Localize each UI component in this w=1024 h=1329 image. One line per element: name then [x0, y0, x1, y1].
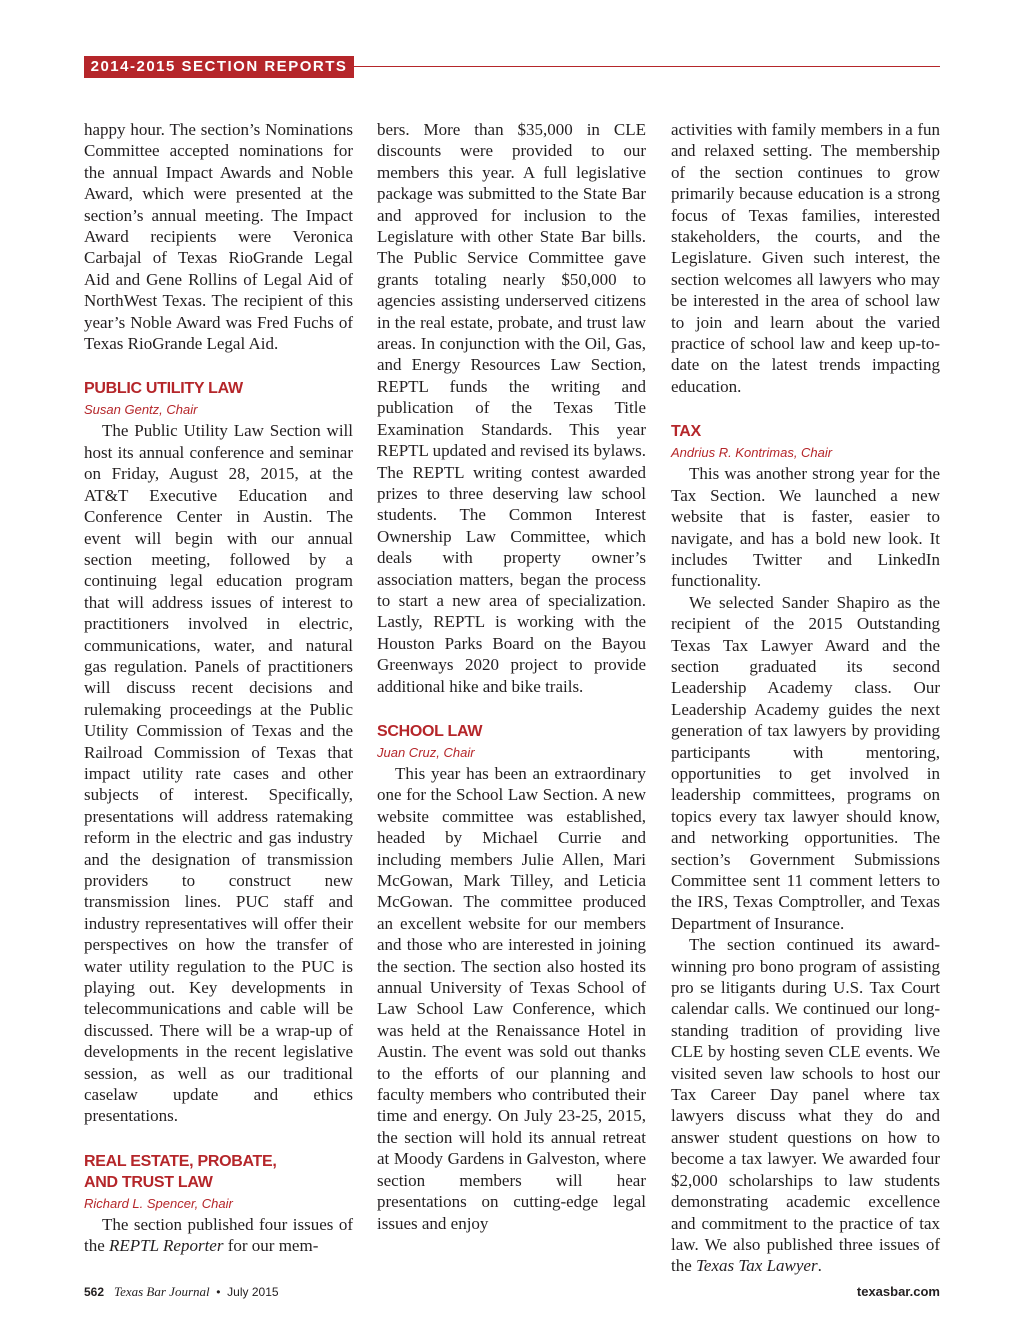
page-footer — [84, 1284, 940, 1302]
tax-paragraph-3 — [671, 934, 940, 1277]
column-3 — [671, 119, 940, 1277]
real-estate-body — [84, 1214, 353, 1257]
tax-paragraph-1: This was another strong year for the Tax Section. We launched a new website that is faster, easier to navigate, and has a bold new look. It includes Twitter and LinkedIn functionality. — [671, 464, 940, 591]
footer-left — [84, 1284, 279, 1300]
section-header-tab: 2014-2015 SECTION REPORTS — [84, 56, 354, 78]
journal-name: Texas Bar Journal — [114, 1284, 210, 1299]
page-number: 562 — [84, 1285, 105, 1299]
intro-paragraph: happy hour. The section’s Nominations Committee accepted nominations for the annual Impact Awards and Noble Award, which were presented at the section’s annual meeting. The Impact Award recipients were Veronica Carbajal of Texas RioGrande Legal Aid and Gene Rollins of Legal Aid of NorthWest Texas. The recipient of this year’s Noble Award was Fred Fuchs of Texas RioGrande Legal Aid. — [84, 120, 353, 354]
section-chair-tax: Andrius R. Kontrimas, Chair — [671, 445, 833, 461]
reptl-reporter-title: REPTL Reporter — [109, 1236, 224, 1256]
tax-paragraph-3-end: . — [817, 1256, 822, 1276]
tax-paragraph-3-text: The section continued its award-winning pro bono program of assisting pro se litigants during U.S. Tax Court calendar calls. We continued our long-standing tradition of providing live CLE by hosting seven CLE events. We visited seven law schools to host our Tax Career Day panel where tax lawyers discuss what they do and answer student questions on how to become a tax lawyer. We awarded four $2,000 scholarships to law students demonstrating academic excellence and commitment to the practice of tax law. We also published three issues of the — [671, 935, 940, 1276]
school-law-body-continued: activities with family members in a fun and relaxed setting. The membership of the section continues to grow primarily because education is a strong focus of Texas families, interested stakeholders, the courts, and the Legislature. Given such interest, the section welcomes all lawyers who may be interested in the area of school law to join and learn about the varied practice of school law and keep up-to-date on the latest trends impacting education. — [671, 120, 940, 396]
section-title-real-estate-line1: REAL ESTATE, PROBATE, — [84, 1152, 277, 1170]
section-title-tax: TAX — [671, 423, 701, 441]
column-2 — [377, 119, 646, 1234]
issue-date: July 2015 — [227, 1285, 279, 1299]
section-title-public-utility: PUBLIC UTILITY LAW — [84, 380, 243, 398]
real-estate-body-text-end: for our mem- — [223, 1236, 319, 1256]
website-link[interactable]: texasbar.com — [856, 1284, 940, 1299]
section-chair-public-utility: Susan Gentz, Chair — [84, 402, 198, 418]
real-estate-body-continued: bers. More than $35,000 in CLE discounts were provided to our members this year. A full legislative package was submitted to the State Bar and approved for inclusion to the Legislature with other State Bar bills. The Public Service Committee gave grants totaling nearly $50,000 to agencies assisting underserved citizens in the real estate, probate, and trust law areas. In conjunction with the Oil, Gas, and Energy Resources Law Section, REPTL funds the writing and publication of the Texas Title Examination Standards. This year REPTL updated and revised its bylaws. The REPTL writing contest awarded prizes to three deserving law school students. The Common Interest Ownership Law Committee, which deals with property owner’s association matters, began the process to start a new area of specialization. Lastly, REPTL is working with the Houston Parks Board on the Bayou Greenways 2020 project to provide additional hike and bike trails. — [377, 120, 646, 696]
texas-tax-lawyer-title: Texas Tax Lawyer — [696, 1256, 818, 1276]
section-title-school-law: SCHOOL LAW — [377, 722, 483, 740]
section-title-real-estate — [84, 1151, 353, 1193]
section-title-real-estate-line2: AND TRUST LAW — [84, 1173, 213, 1191]
tax-paragraph-2: We selected Sander Shapiro as the recipient of the 2015 Outstanding Texas Tax Lawyer Award and the section graduated its second Leadership Academy class. Our Leadership Academy guides the next generation of tax lawyers by providing participants with mentoring, opportunities to get involved in leadership committees, programs on topics every tax lawyer should know, and networking opportunities. The section’s Government Submissions Committee sent 11 comment letters to the IRS, Texas Comptroller, and Texas Department of Insurance. — [671, 592, 940, 933]
school-law-body: This year has been an extraordinary one for the School Law Section. A new website committee was established, headed by Michael Currie and including members Julie Allen, Mari McGowan, Mark Tilley, and Leticia McGowan. The committee produced an excellent website for our members and those who are interested in joining the section. The section also hosted its annual University of Texas School of Law School Law Conference, which was held at the Renaissance Hotel in Austin. The event was sold out thanks to the efforts of our planning and faculty members who contributed their time and energy. On July 23-25, 2015, the section will hold its annual retreat at Moody Gardens in Galveston, where section members will hear presentations on cutting-edge legal issues and enjoy — [377, 763, 646, 1233]
column-1 — [84, 119, 353, 1257]
section-chair-school-law: Juan Cruz, Chair — [377, 744, 475, 760]
public-utility-body: The Public Utility Law Section will host its annual conference and seminar on Friday, August 28, 2015, at the AT&T Executive Education and Conference Center in Austin. The event will begin with our annual section meeting, followed by a continuing legal education program that will address issues of interest to practitioners involved in electric, communications, water, and natural gas regulation. Panels of practitioners will discuss recent decisions and rulemaking proceedings at the Public Utility Commission of Texas and the Railroad Commission of Texas that impact utility rate cases and other subjects of interest. Specifically, presentations will address ratemaking reform in the electric and gas industry and the designation of transmission providers to construct new transmission lines. PUC staff and industry representatives will offer their perspectives on how the transfer of water utility regulation to the PUC is playing out. Key developments in telecommunications and cable will be discussed. There will be a wrap-up of developments in the recent legislative session, as well as our traditional caselaw update and ethics presentations. — [84, 421, 353, 1126]
real-estate-body-text: The section published four issues of the — [84, 1214, 353, 1256]
section-chair-real-estate: Richard L. Spencer, Chair — [84, 1195, 233, 1211]
footer-separator: • — [216, 1285, 221, 1299]
